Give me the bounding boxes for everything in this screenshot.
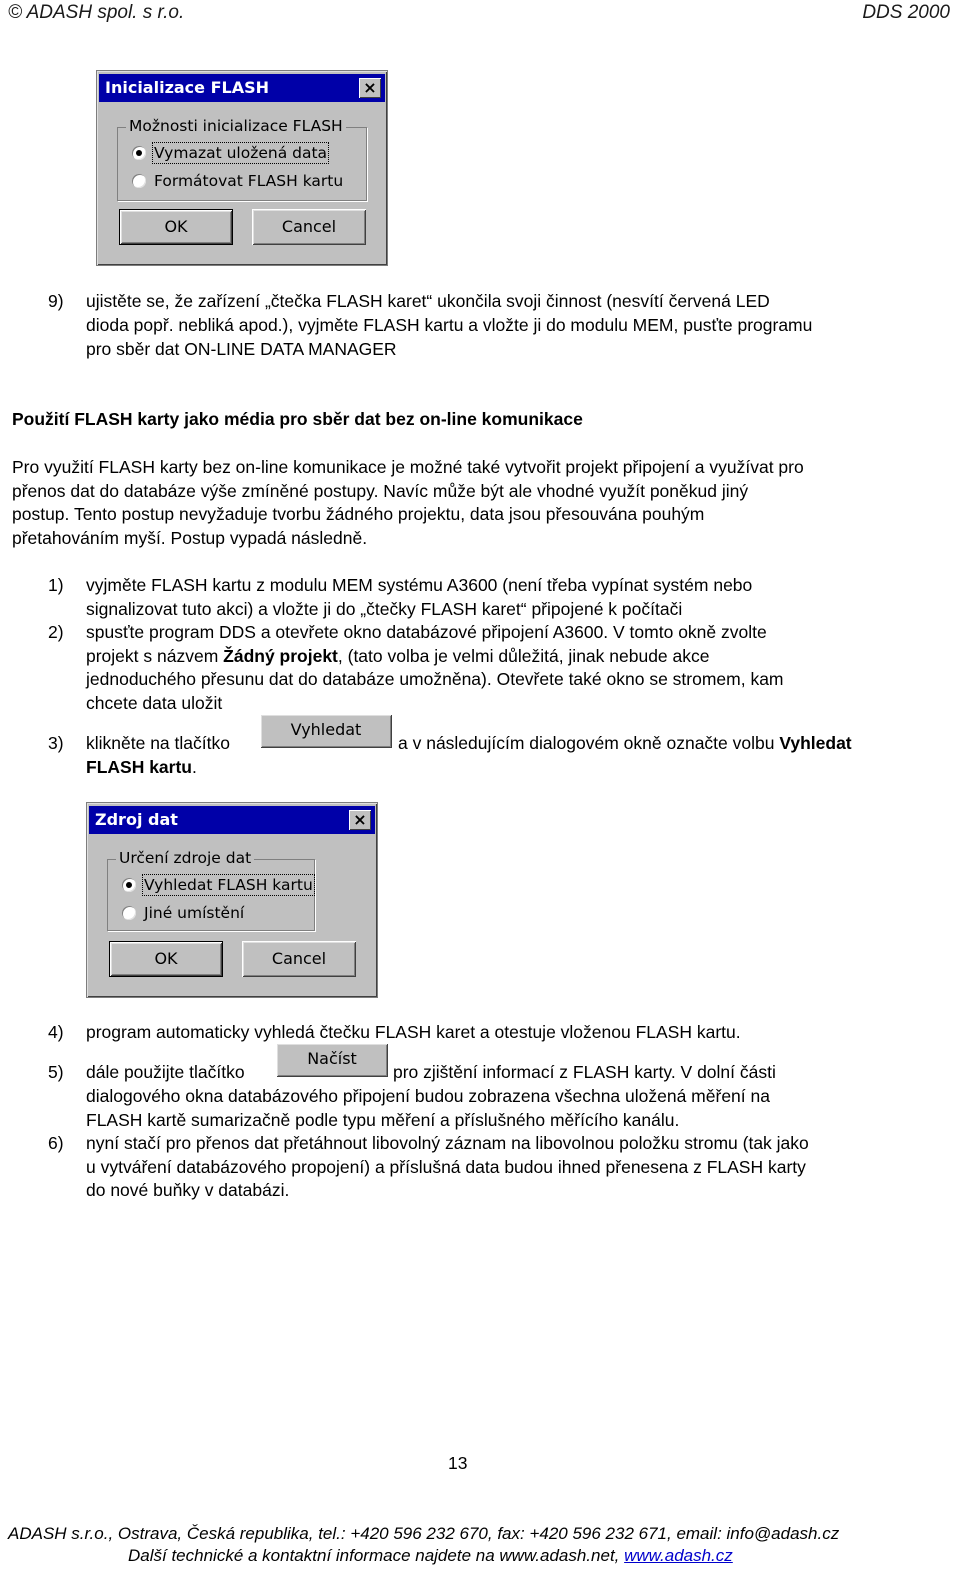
step-number: 9) xyxy=(48,291,64,311)
step-line: dioda popř. nebliká apod.), vyjměte FLASH kartu a vložte ji do modulu MEM, pusťte programu xyxy=(86,315,813,335)
dialog-title xyxy=(99,74,385,102)
load-button[interactable]: Načíst xyxy=(276,1043,388,1077)
step-text: a v následujícím dialogovém okně označte volbu xyxy=(398,733,780,753)
step-3-line-2 xyxy=(86,756,197,780)
step-4: program automaticky vyhledá čtečku FLASH karet a otestuje vloženou FLASH kartu. xyxy=(86,1022,741,1042)
group-label: Možnosti inicializace FLASH xyxy=(126,117,346,135)
step-6-number: 6) xyxy=(48,1133,64,1153)
step-line: spusťte program DDS a otevřete okno databázové připojení A3600. V tomto okně zvolte xyxy=(86,622,767,642)
step-line: ujistěte se, že zařízení „čtečka FLASH karet“ ukončila svoji činnost (nesvítí červená LED xyxy=(86,291,770,311)
dialog-data-source xyxy=(86,802,378,998)
close-icon[interactable]: × xyxy=(349,810,371,830)
step-line: nyní stačí pro přenos dat přetáhnout libovolný záznam na libovolnou položku stromu (tak jako xyxy=(86,1133,809,1153)
website-link[interactable]: www.adash.cz xyxy=(624,1546,733,1565)
close-icon[interactable]: × xyxy=(359,78,381,98)
footer-contact: ADASH s.r.o., Ostrava, Česká republika, tel.: +420 596 232 670, fax: +420 596 232 671, email: info@adash.cz xyxy=(8,1524,840,1543)
step-1-number: 1) xyxy=(48,575,64,595)
step-text: . xyxy=(191,757,197,777)
radio-clear-data[interactable] xyxy=(132,144,327,162)
step-line: vyjměte FLASH kartu z modulu MEM systému A3600 (není třeba vypínat systém nebo xyxy=(86,575,753,595)
paragraph-line: přenos dat do databáze výše zmíněné postupy. Navíc může být ale vhodné využít poněkud jiný xyxy=(12,480,749,501)
step-line: FLASH kartě sumarizačně podle typu měření a příslušného měřícího kanálu. xyxy=(86,1109,680,1130)
step-line: pro sběr dat ON-LINE DATA MANAGER xyxy=(86,339,397,359)
section-paragraph xyxy=(12,456,952,550)
option-name: Vyhledat xyxy=(779,733,852,753)
step-5-continued xyxy=(86,1085,770,1132)
dialog-title-text: Inicializace FLASH xyxy=(105,78,269,97)
project-name: Žádný projekt xyxy=(223,645,338,666)
cancel-button[interactable]: Cancel xyxy=(242,941,356,977)
paragraph-line: Pro využití FLASH karty bez on-line komunikace je možné také vytvořit projekt připojení a využívat pro xyxy=(12,457,804,477)
header-copyright: © ADASH spol. s r.o. xyxy=(8,2,185,23)
step-4-number: 4) xyxy=(48,1022,64,1042)
page-number: 13 xyxy=(448,1453,468,1473)
step-text: , (tato volba je velmi důležitá, jinak nebude akce xyxy=(337,645,710,666)
section-heading: Použití FLASH karty jako média pro sběr dat bez on-line komunikace xyxy=(12,409,583,429)
radio-other-location[interactable] xyxy=(122,904,244,922)
step-3-text-b xyxy=(398,732,852,756)
cancel-button[interactable]: Cancel xyxy=(252,209,366,245)
step-line: jednoduchého přesunu dat do databáze umožněna). Otevřete také okno se stromem, kam xyxy=(86,669,784,689)
search-button[interactable]: Vyhledat xyxy=(260,714,392,748)
radio-unselected-icon[interactable] xyxy=(132,174,146,188)
radio-selected-icon[interactable] xyxy=(122,878,136,892)
step-3-number: 3) xyxy=(48,733,64,753)
step-6 xyxy=(86,1132,809,1203)
option-name: FLASH kartu xyxy=(86,757,192,777)
radio-unselected-icon[interactable] xyxy=(122,906,136,920)
radio-label: Vymazat uložená data xyxy=(154,144,328,162)
ok-button[interactable]: OK xyxy=(109,941,223,977)
radio-search-flash[interactable] xyxy=(122,876,313,894)
step-line: signalizovat tuto akci) a vložte ji do „čtečky FLASH karet“ připojené k počítači xyxy=(86,598,683,619)
footer-text: Další technické a kontaktní informace najdete na www.adash.net, xyxy=(128,1546,625,1565)
group-label: Určení zdroje dat xyxy=(116,849,254,867)
step-9 xyxy=(48,290,948,359)
radio-label: Vyhledat FLASH kartu xyxy=(144,876,313,894)
options-group xyxy=(117,117,367,201)
step-2-number: 2) xyxy=(48,622,64,642)
radio-label: Formátovat FLASH kartu xyxy=(154,172,344,190)
radio-label: Jiné umístění xyxy=(144,904,245,922)
header-product: DDS 2000 xyxy=(862,2,950,23)
paragraph-line: přetahováním myší. Postup vypadá následně. xyxy=(12,527,368,548)
step-line: dialogového okna databázového připojení budou zobrazena všechna uložená měření na xyxy=(86,1086,770,1106)
step-5-number: 5) xyxy=(48,1062,64,1082)
radio-format-card[interactable] xyxy=(132,172,343,190)
step-line xyxy=(86,645,784,669)
step-3-text-a: klikněte na tlačítko xyxy=(86,733,230,753)
footer-links xyxy=(128,1544,733,1568)
step-5-text-b: pro zjištění informací z FLASH karty. V dolní části xyxy=(393,1062,776,1082)
radio-selected-icon[interactable] xyxy=(132,146,146,160)
step-5-text-a: dále použijte tlačítko xyxy=(86,1062,245,1082)
dialog-flash-init xyxy=(96,70,388,266)
step-1 xyxy=(86,574,752,621)
step-line: u vytváření databázového propojení) a příslušná data budou ihned přenesena z FLASH karty xyxy=(86,1156,806,1177)
ok-button[interactable]: OK xyxy=(119,209,233,245)
step-text: projekt s názvem xyxy=(86,645,224,666)
step-line: do nové buňky v databázi. xyxy=(86,1180,290,1200)
dialog-title xyxy=(89,806,375,834)
options-group xyxy=(107,849,315,931)
dialog-title-text: Zdroj dat xyxy=(95,810,178,829)
step-2 xyxy=(86,621,784,715)
step-line: chcete data uložit xyxy=(86,692,223,713)
paragraph-line: postup. Tento postup nevyžaduje tvorbu žádného projektu, data jsou přesouvána pouhým xyxy=(12,504,705,524)
